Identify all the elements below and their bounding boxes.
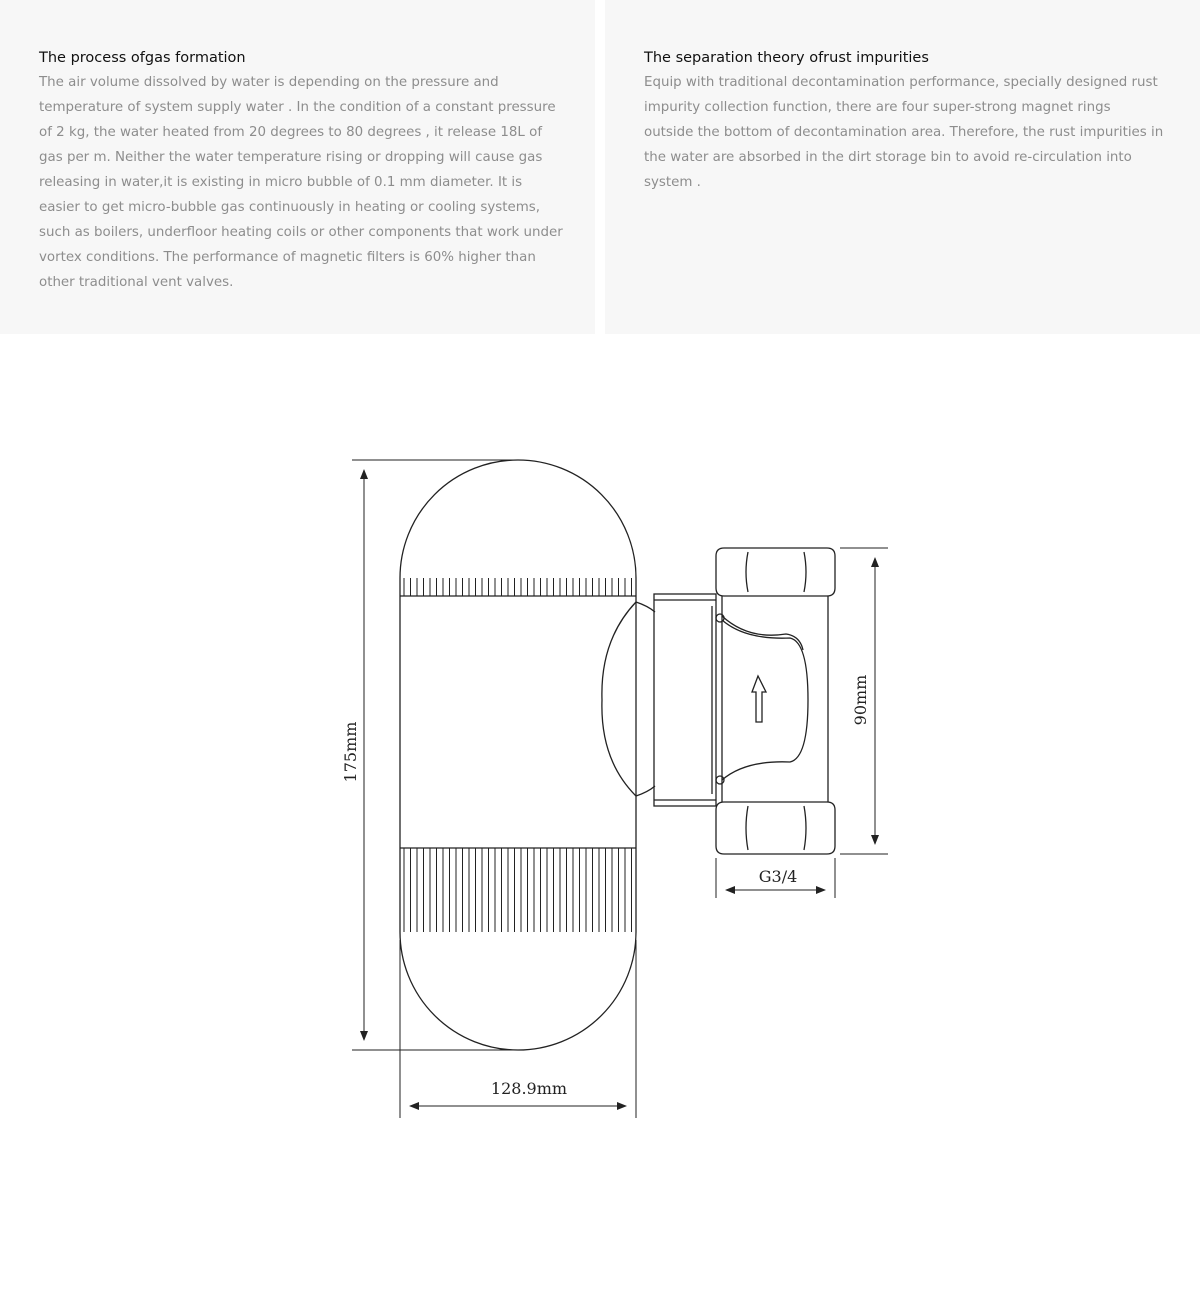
gas-formation-text: The air volume dissolved by water is depending on the pressure and temperature of system supply water . In the condition of a constant pressure of 2 kg, the water heated from 20 degrees to 80 degrees , it release 18L of gas per m. Neither the water temperature rising or dropping will cause gas releasing in water,it is existing in micro bubble of 0.1 mm diameter. It is easier to get micro-bubble gas continuously in heating or cooling systems, such as boilers, underfloor heating coils or other components that work under vortex conditions. The performance of magnetic filters is 60% higher than other traditional vent valves.	[39, 75, 563, 290]
side-dome	[602, 602, 636, 796]
rust-separation-text: Equip with traditional decontamination performance, specially designed rust impurity collection function, there are four super-strong magnet rings outside the bottom of decontamination area. Therefore, the rust impurities in the water are absorbed in the dirt storage bin to avoid re-circulation into system .	[644, 75, 1164, 190]
filter-technical-drawing	[0, 334, 1200, 1294]
width-dimension-label: 128.9mm	[490, 1079, 568, 1098]
gas-formation-panel	[0, 0, 595, 334]
rust-separation-title: The separation theory ofrust impurities	[644, 50, 929, 66]
info-section	[0, 0, 1200, 334]
rust-separation-panel	[605, 0, 1200, 334]
lower-grip-ribs	[404, 848, 632, 932]
port-height-dimension-label: 90mm	[851, 674, 870, 726]
thread-size-label: G3/4	[758, 867, 798, 886]
union-nut	[654, 594, 716, 806]
height-dimension-label: 175mm	[341, 721, 360, 783]
filter-body-outline	[400, 460, 636, 1050]
gas-formation-title: The process ofgas formation	[39, 50, 246, 66]
lower-hex-fitting	[716, 802, 835, 854]
upper-hex-fitting	[716, 548, 835, 596]
flow-window	[722, 620, 808, 780]
flow-arrow-icon	[752, 676, 766, 722]
upper-grip-ribs	[404, 578, 632, 596]
